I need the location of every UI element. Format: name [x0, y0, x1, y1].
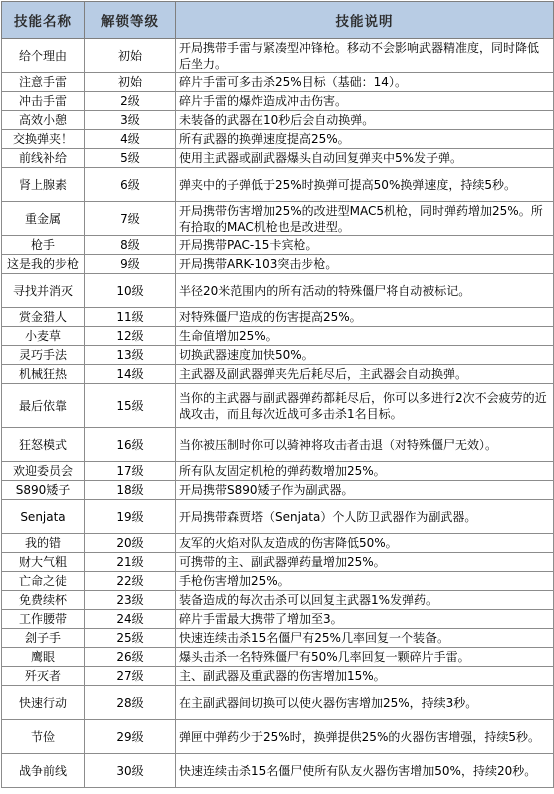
unlock-level-cell: 22级 [85, 572, 176, 591]
skill-desc-cell: 开局携带森贾塔（Senjata）个人防卫武器作为副武器。 [176, 500, 554, 534]
skill-desc-cell: 快速连续击杀15名僵尸有25%几率回复一个装备。 [176, 629, 554, 648]
unlock-level-cell: 21级 [85, 553, 176, 572]
table-row [2, 384, 554, 428]
unlock-level-cell: 初始 [85, 39, 176, 73]
unlock-level-cell: 5级 [85, 149, 176, 168]
unlock-level-cell: 29级 [85, 720, 176, 754]
table-row [2, 591, 554, 610]
unlock-level-cell: 24级 [85, 610, 176, 629]
table-row [2, 130, 554, 149]
unlock-level-cell: 8级 [85, 236, 176, 255]
skill-name-cell: 灵巧手法 [2, 346, 85, 365]
skill-desc-cell: 半径20米范围内的所有活动的特殊僵尸将自动被标记。 [176, 274, 554, 308]
unlock-level-cell: 12级 [85, 327, 176, 346]
table-row [2, 274, 554, 308]
table-row [2, 346, 554, 365]
table-row [2, 686, 554, 720]
table-row [2, 462, 554, 481]
unlock-level-cell: 10级 [85, 274, 176, 308]
table-row [2, 428, 554, 462]
skills-table [1, 1, 554, 788]
unlock-level-cell: 6级 [85, 168, 176, 202]
table-row [2, 255, 554, 274]
table-row [2, 365, 554, 384]
unlock-level-cell: 3级 [85, 111, 176, 130]
skill-desc-cell: 碎片手雷的爆炸造成冲击伤害。 [176, 92, 554, 111]
table-row [2, 720, 554, 754]
skill-desc-cell: 当你被压制时你可以骑神将攻击者击退（对特殊僵尸无效）。 [176, 428, 554, 462]
skill-name-cell: 寻找并消灭 [2, 274, 85, 308]
table-row [2, 39, 554, 73]
skill-desc-cell: 在主副武器间切换可以使火器伤害增加25%，持续3秒。 [176, 686, 554, 720]
skill-name-cell: Senjata [2, 500, 85, 534]
unlock-level-cell: 28级 [85, 686, 176, 720]
skill-desc-cell: 所有武器的换弹速度提高25%。 [176, 130, 554, 149]
table-row [2, 500, 554, 534]
skill-desc-cell: 所有队友固定机枪的弹药数增加25%。 [176, 462, 554, 481]
skill-desc-cell: 开局携带S890矮子作为副武器。 [176, 481, 554, 500]
table-row [2, 629, 554, 648]
skill-desc-cell: 主、副武器及重武器的伤害增加15%。 [176, 667, 554, 686]
skill-name-cell: 高效小憩 [2, 111, 85, 130]
skill-desc-cell: 对特殊僵尸造成的伤害提高25%。 [176, 308, 554, 327]
skill-desc-cell: 开局携带伤害增加25%的改进型MAC5机枪，同时弹药增加25%。所有拾取的MAC机枪也是改进型。 [176, 202, 554, 236]
skill-name-cell: 鹰眼 [2, 648, 85, 667]
unlock-level-cell: 2级 [85, 92, 176, 111]
header-unlock-level: 解锁等级 [85, 2, 176, 39]
skill-name-cell: 财大气粗 [2, 553, 85, 572]
table-row [2, 92, 554, 111]
unlock-level-cell: 11级 [85, 308, 176, 327]
skill-desc-cell: 手枪伤害增加25%。 [176, 572, 554, 591]
unlock-level-cell: 4级 [85, 130, 176, 149]
skill-name-cell: 亡命之徒 [2, 572, 85, 591]
skill-desc-cell: 开局携带手雷与紧凑型冲锋枪。移动不会影响武器精准度，同时降低后坐力。 [176, 39, 554, 73]
table-row [2, 202, 554, 236]
skill-name-cell: 肾上腺素 [2, 168, 85, 202]
header-skill-desc: 技能说明 [176, 2, 554, 39]
skill-desc-cell: 快速连续击杀15名僵尸使所有队友火器伤害增加50%，持续20秒。 [176, 754, 554, 788]
unlock-level-cell: 初始 [85, 73, 176, 92]
skill-name-cell: 我的错 [2, 534, 85, 553]
skill-name-cell: 这是我的步枪 [2, 255, 85, 274]
table-row [2, 73, 554, 92]
unlock-level-cell: 14级 [85, 365, 176, 384]
skill-name-cell: 工作腰带 [2, 610, 85, 629]
table-row [2, 481, 554, 500]
skill-name-cell: 欢迎委员会 [2, 462, 85, 481]
table-row [2, 610, 554, 629]
skill-name-cell: 最后依靠 [2, 384, 85, 428]
skill-desc-cell: 弹夹中的子弹低于25%时换弹可提高50%换弹速度，持续5秒。 [176, 168, 554, 202]
table-row [2, 111, 554, 130]
table-row [2, 572, 554, 591]
skill-name-cell: 给个理由 [2, 39, 85, 73]
skill-desc-cell: 弹匣中弹药少于25%时，换弹提供25%的火器伤害增强，持续5秒。 [176, 720, 554, 754]
table-row [2, 308, 554, 327]
table-body [2, 39, 554, 788]
unlock-level-cell: 19级 [85, 500, 176, 534]
skill-desc-cell: 当你的主武器与副武器弹药都耗尽后，你可以多进行2次不会疲劳的近战攻击，而且每次近战可多击杀1名目标。 [176, 384, 554, 428]
skill-desc-cell: 开局携带PAC-15卡宾枪。 [176, 236, 554, 255]
skill-name-cell: 小麦草 [2, 327, 85, 346]
skill-name-cell: 免费续杯 [2, 591, 85, 610]
skill-name-cell: 节俭 [2, 720, 85, 754]
skill-name-cell: 赏金猎人 [2, 308, 85, 327]
skill-name-cell: 枪手 [2, 236, 85, 255]
skill-name-cell: 冲击手雷 [2, 92, 85, 111]
table-header-row [2, 2, 554, 39]
unlock-level-cell: 9级 [85, 255, 176, 274]
skill-desc-cell: 爆头击杀一名特殊僵尸有50%几率回复一颗碎片手雷。 [176, 648, 554, 667]
skill-name-cell: 战争前线 [2, 754, 85, 788]
skill-desc-cell: 生命值增加25%。 [176, 327, 554, 346]
skill-desc-cell: 装备造成的每次击杀可以回复主武器1%发弹药。 [176, 591, 554, 610]
unlock-level-cell: 13级 [85, 346, 176, 365]
skill-desc-cell: 使用主武器或副武器爆头自动回复弹夹中5%发子弹。 [176, 149, 554, 168]
skill-desc-cell: 未装备的武器在10秒后会自动换弹。 [176, 111, 554, 130]
table-row [2, 553, 554, 572]
table-row [2, 754, 554, 788]
skill-desc-cell: 友军的火焰对队友造成的伤害降低50%。 [176, 534, 554, 553]
skill-name-cell: 歼灭者 [2, 667, 85, 686]
skill-name-cell: 刽子手 [2, 629, 85, 648]
skill-name-cell: S890矮子 [2, 481, 85, 500]
skill-name-cell: 狂怒模式 [2, 428, 85, 462]
skill-desc-cell: 碎片手雷最大携带了增加至3。 [176, 610, 554, 629]
skill-desc-cell: 开局携带ARK-103突击步枪。 [176, 255, 554, 274]
unlock-level-cell: 16级 [85, 428, 176, 462]
table-row [2, 667, 554, 686]
table-row [2, 168, 554, 202]
skill-name-cell: 交换弹夹！ [2, 130, 85, 149]
skill-desc-cell: 切换武器速度加快50%。 [176, 346, 554, 365]
table-row [2, 327, 554, 346]
unlock-level-cell: 27级 [85, 667, 176, 686]
unlock-level-cell: 15级 [85, 384, 176, 428]
table-row [2, 149, 554, 168]
table-row [2, 236, 554, 255]
unlock-level-cell: 7级 [85, 202, 176, 236]
unlock-level-cell: 26级 [85, 648, 176, 667]
unlock-level-cell: 23级 [85, 591, 176, 610]
skill-desc-cell: 碎片手雷可多击杀25%目标（基础：14）。 [176, 73, 554, 92]
skill-desc-cell: 主武器及副武器弹夹先后耗尽后，主武器会自动换弹。 [176, 365, 554, 384]
unlock-level-cell: 18级 [85, 481, 176, 500]
unlock-level-cell: 30级 [85, 754, 176, 788]
skill-name-cell: 快速行动 [2, 686, 85, 720]
unlock-level-cell: 25级 [85, 629, 176, 648]
skill-name-cell: 机械狂热 [2, 365, 85, 384]
skill-name-cell: 重金属 [2, 202, 85, 236]
skill-name-cell: 前线补给 [2, 149, 85, 168]
table-row [2, 648, 554, 667]
header-skill-name: 技能名称 [2, 2, 85, 39]
skill-name-cell: 注意手雷 [2, 73, 85, 92]
skill-desc-cell: 可携带的主、副武器弹药量增加25%。 [176, 553, 554, 572]
unlock-level-cell: 20级 [85, 534, 176, 553]
table-row [2, 534, 554, 553]
unlock-level-cell: 17级 [85, 462, 176, 481]
